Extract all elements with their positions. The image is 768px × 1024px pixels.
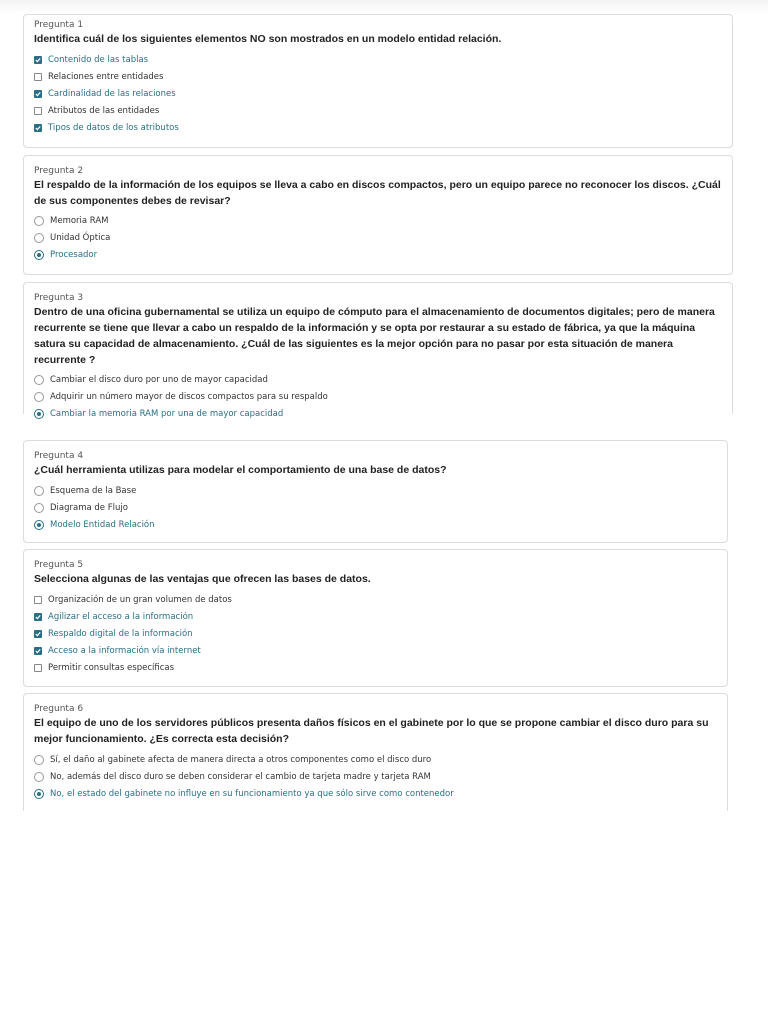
option[interactable] xyxy=(34,229,722,246)
radio-icon[interactable] xyxy=(34,250,44,260)
option-label: Cambiar el disco duro por uno de mayor capacidad xyxy=(50,374,268,385)
radio-icon[interactable] xyxy=(34,233,44,243)
radio-icon[interactable] xyxy=(34,503,44,513)
question-card-3 xyxy=(23,282,733,419)
option-label: Diagrama de Flujo xyxy=(50,502,128,513)
question-number: Pregunta 3 xyxy=(34,293,84,303)
option-label: Memoria RAM xyxy=(50,215,109,226)
option-label: No, el estado del gabinete no influye en su funcionamiento ya que sólo sirve como contenedor xyxy=(50,788,454,799)
option-label: Relaciones entre entidades xyxy=(48,71,164,82)
option[interactable] xyxy=(34,212,722,229)
option-label: Organización de un gran volumen de datos xyxy=(48,594,232,605)
option[interactable] xyxy=(34,625,717,642)
question-text: El equipo de uno de los servidores públicos presenta daños físicos en el gabinete por lo que se propone cambiar el disco duro para su mejor funcionamiento. ¿Es correcta esta decisión? xyxy=(34,717,709,745)
option-label: Unidad Óptica xyxy=(50,232,111,243)
checkbox-icon[interactable] xyxy=(34,107,42,115)
radio-icon[interactable] xyxy=(34,486,44,496)
option-label: Acceso a la información vía internet xyxy=(48,645,201,656)
option[interactable] xyxy=(34,102,722,119)
question-number: Pregunta 6 xyxy=(34,704,84,714)
checkbox-icon[interactable] xyxy=(34,647,42,655)
question-number: Pregunta 4 xyxy=(34,451,84,461)
option[interactable] xyxy=(34,659,717,676)
option[interactable] xyxy=(34,642,717,659)
question-text: Identifica cuál de los siguientes elementos NO son mostrados en un modelo entidad relación. xyxy=(34,33,502,45)
checkbox-icon[interactable] xyxy=(34,56,42,64)
option-label: Modelo Entidad Relación xyxy=(50,519,155,530)
radio-icon[interactable] xyxy=(34,772,44,782)
options-list xyxy=(34,212,722,263)
question-card-6 xyxy=(23,693,728,811)
checkbox-icon[interactable] xyxy=(34,664,42,672)
option[interactable] xyxy=(34,405,722,422)
question-text: ¿Cuál herramienta utilizas para modelar el comportamiento de una base de datos? xyxy=(34,464,447,476)
option[interactable] xyxy=(34,608,717,625)
option-label: Tipos de datos de los atributos xyxy=(48,122,179,133)
radio-icon[interactable] xyxy=(34,216,44,226)
options-list xyxy=(34,371,722,422)
option[interactable] xyxy=(34,371,722,388)
radio-icon[interactable] xyxy=(34,789,44,799)
option-label: Esquema de la Base xyxy=(50,485,137,496)
option-label: Permitir consultas específicas xyxy=(48,662,175,673)
question-card-1 xyxy=(23,14,733,148)
option[interactable] xyxy=(34,591,717,608)
option-label: Contenido de las tablas xyxy=(48,54,149,65)
options-list xyxy=(34,751,717,802)
question-number: Pregunta 2 xyxy=(34,166,84,176)
question-text: Selecciona algunas de las ventajas que ofrecen las bases de datos. xyxy=(34,573,371,585)
checkbox-icon[interactable] xyxy=(34,124,42,132)
top-shadow xyxy=(0,0,768,14)
checkbox-icon[interactable] xyxy=(34,630,42,638)
option[interactable] xyxy=(34,785,717,802)
question-card-4 xyxy=(23,440,728,543)
radio-icon[interactable] xyxy=(34,520,44,530)
option[interactable] xyxy=(34,51,722,68)
option-label: No, además del disco duro se deben considerar el cambio de tarjeta madre y tarjeta RAM xyxy=(50,771,431,782)
option-label: Procesador xyxy=(50,249,98,260)
question-card-5 xyxy=(23,549,728,687)
option[interactable] xyxy=(34,768,717,785)
option[interactable] xyxy=(34,516,717,533)
option-label: Sí, el daño al gabinete afecta de manera directa a otros componentes como el disco duro xyxy=(50,754,432,765)
option-label: Agilizar el acceso a la información xyxy=(48,611,194,622)
option[interactable] xyxy=(34,68,722,85)
checkbox-icon[interactable] xyxy=(34,90,42,98)
radio-icon[interactable] xyxy=(34,755,44,765)
checkbox-icon[interactable] xyxy=(34,73,42,81)
option[interactable] xyxy=(34,119,722,136)
checkbox-icon[interactable] xyxy=(34,596,42,604)
option[interactable] xyxy=(34,388,722,405)
question-number: Pregunta 5 xyxy=(34,560,84,570)
radio-icon[interactable] xyxy=(34,409,44,419)
option[interactable] xyxy=(34,246,722,263)
option[interactable] xyxy=(34,751,717,768)
question-text: El respaldo de la información de los equipos se lleva a cabo en discos compactos, pero un equipo parece no reconocer los discos. ¿Cuál de sus componentes debes de revisar? xyxy=(34,179,721,207)
radio-icon[interactable] xyxy=(34,375,44,385)
options-list xyxy=(34,482,717,533)
question-card-2 xyxy=(23,155,733,275)
option-label: Cardinalidad de las relaciones xyxy=(48,88,176,99)
options-list xyxy=(34,51,722,136)
option[interactable] xyxy=(34,482,717,499)
option-label: Adquirir un número mayor de discos compactos para su respaldo xyxy=(50,391,328,402)
question-number: Pregunta 1 xyxy=(34,20,84,30)
option-label: Respaldo digital de la información xyxy=(48,628,193,639)
option[interactable] xyxy=(34,85,722,102)
radio-icon[interactable] xyxy=(34,392,44,402)
checkbox-icon[interactable] xyxy=(34,613,42,621)
option[interactable] xyxy=(34,499,717,516)
option-label: Atributos de las entidades xyxy=(48,105,160,116)
option-label: Cambiar la memoria RAM por una de mayor capacidad xyxy=(50,408,284,419)
options-list xyxy=(34,591,717,676)
question-text: Dentro de una oficina gubernamental se utiliza un equipo de cómputo para el almacenamiento de documentos digitales; pero de manera recurrente se tiene que llevar a cabo un respaldo de la información y se opta por restaurar a su estado de fábrica, ya que la máquina satura su capacidad de almacenamiento. ¿Cuál de las siguientes es la mejor opción para no pasar por esta situación de manera recurrente ? xyxy=(34,306,715,366)
